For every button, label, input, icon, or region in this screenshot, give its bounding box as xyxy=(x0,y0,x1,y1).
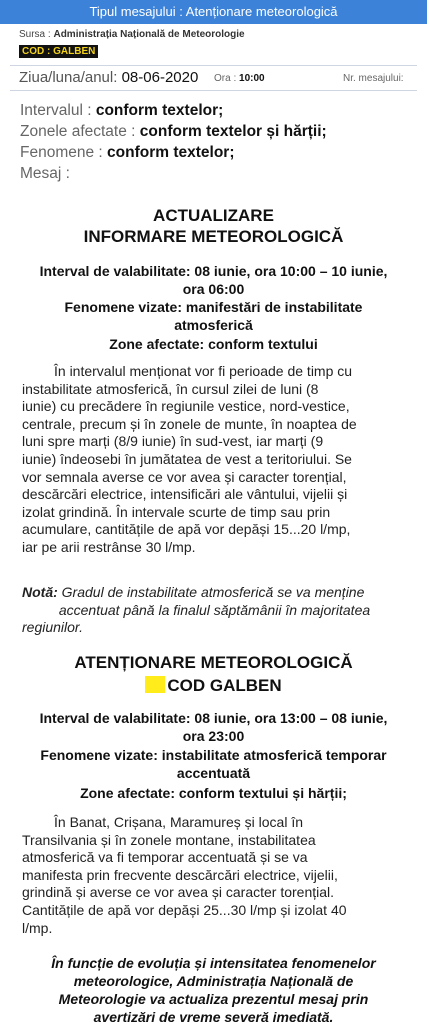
message-label: Mesaj : xyxy=(20,165,70,182)
phenomena-label: Fenomene : xyxy=(20,144,103,161)
warning-interval-line2: ora 23:00 xyxy=(182,728,245,744)
warning-phenomena-line1: Fenomene vizate: instabilitate atmosferică temporar xyxy=(40,747,387,763)
update-body-line: vor semnala averse ce vor avea și caracter torențial, xyxy=(22,468,347,485)
update-interval-line2: ora 06:00 xyxy=(182,281,245,297)
footer-note xyxy=(0,954,427,1025)
footer-line: meteorologice, Administrația Națională de xyxy=(73,973,354,989)
update-note xyxy=(22,584,407,637)
interval-label: Intervalul : xyxy=(20,102,92,119)
warning-body-line: În Banat, Crișana, Maramureș și local în xyxy=(54,814,303,830)
dateline xyxy=(10,65,417,91)
phenomena-value: conform textelor; xyxy=(107,144,235,161)
date-value: 08-06-2020 xyxy=(121,69,199,86)
update-body-line: instabilitate atmosferică, în cursul zilei de luni (8 xyxy=(22,380,319,397)
update-zones: Zone afectate: conform textului xyxy=(109,336,318,352)
zones-label: Zonele afectate : xyxy=(20,123,136,140)
hour-label: Ora : xyxy=(214,73,237,84)
update-body-line: iunie) cu precădere în regiunile vestice, nord-vestice, xyxy=(22,398,350,415)
warning-body-line: manifesta prin frecvente descărcări electrice, vijelii, xyxy=(22,866,338,883)
warning-body-line: atmosferică va fi temporar accentuată și se va xyxy=(22,849,308,866)
update-body-line: În intervalul menționat vor fi perioade de timp cu xyxy=(54,363,353,379)
update-phenomena-line2: atmosferică xyxy=(174,317,253,333)
summary-fields xyxy=(0,91,427,184)
message-number-label: Nr. mesajului: xyxy=(343,73,404,84)
warning-code: COD GALBEN xyxy=(167,676,282,695)
update-phenomena xyxy=(0,298,427,334)
warning-title: ATENȚIONARE METEOROLOGICĂ xyxy=(74,653,353,672)
update-body-line: luni spre marți (8/9 iunie) în sud-vest, iar marți (9 xyxy=(22,433,324,450)
warning-code-line xyxy=(0,675,427,696)
warning-interval-line1: Interval de valabilitate: 08 iunie, ora 13:00 – 08 iunie, xyxy=(39,710,388,726)
phenomena-row xyxy=(20,142,427,163)
warning-body-line: l/mp. xyxy=(22,919,53,936)
update-body-line: acumulare, cantitățile de apă vor depăși 15...20 l/mp, xyxy=(22,521,351,538)
update-body-line: descărcări electrice, intensificări ale vântului, vijelii și xyxy=(22,486,348,503)
code-badge: COD : GALBEN xyxy=(19,45,98,58)
message-type-bar: Tipul mesajului : Atenționare meteorologică xyxy=(0,0,427,24)
warning-phenomena-line2: accentuată xyxy=(176,765,251,781)
update-phenomena-line1: Fenomene vizate: manifestări de instabilitate xyxy=(64,299,363,315)
zones-row xyxy=(20,121,427,142)
note-line: accentuat până la finalul săptămânii în majoritatea xyxy=(58,601,371,618)
update-title-line1: ACTUALIZARE xyxy=(153,206,274,225)
source-line xyxy=(0,24,427,41)
hour-value: 10:00 xyxy=(239,73,265,84)
warning-body xyxy=(22,814,407,937)
source-label: Sursa : xyxy=(19,29,51,40)
update-interval-line1: Interval de valabilitate: 08 iunie, ora 10:00 – 10 iunie, xyxy=(39,263,388,279)
update-title xyxy=(0,205,427,247)
interval-value: conform textelor; xyxy=(95,102,224,119)
update-body-line: centrale, precum și în zonele de munte, în noaptea de xyxy=(22,415,357,432)
hour-field xyxy=(214,73,265,84)
date-field xyxy=(19,69,198,86)
warning-body-line: grindină și averse ce vor avea și caracter torențial. xyxy=(22,884,335,901)
warning-interval xyxy=(0,709,427,745)
source-value: Administrația Națională de Meteorologie xyxy=(53,29,245,40)
zones-value: conform textelor și hărții; xyxy=(139,123,327,140)
date-label: Ziua/luna/anul: xyxy=(19,69,118,86)
update-body-line: izolat grindină. În intervale scurte de timp sau prin xyxy=(22,503,331,520)
warning-body-line: Transilvania și în zonele montane, instabilitatea xyxy=(22,831,316,848)
note-line: Gradul de instabilitate atmosferică se va menține xyxy=(61,584,365,600)
warning-phenomena xyxy=(0,746,427,782)
update-interval xyxy=(0,262,427,298)
note-label: Notă: xyxy=(22,584,58,600)
note-line: regiunilor. xyxy=(22,619,83,636)
interval-row xyxy=(20,100,427,121)
footer-line: avertizări de vreme severă imediată. xyxy=(93,1009,334,1025)
update-body-line: iar pe arii restrânse 30 l/mp. xyxy=(22,538,196,555)
update-body-line: iunie) îndeosebi în jumătatea de vest a teritoriului. Se xyxy=(22,450,352,467)
update-body xyxy=(22,363,407,557)
warning-body-line: Cantitățile de apă vor depăși 25...30 l/mp și izolat 40 xyxy=(22,901,347,918)
warning-zones: Zone afectate: conform textului și hărții; xyxy=(80,785,347,801)
footer-line: În funcție de evoluția și intensitatea fenomenelor xyxy=(51,955,376,971)
footer-line: Meteorologie va actualiza prezentul mesaj prin xyxy=(58,991,369,1007)
update-title-line2: INFORMARE METEOROLOGICĂ xyxy=(83,227,344,246)
yellow-code-marker xyxy=(145,676,165,693)
